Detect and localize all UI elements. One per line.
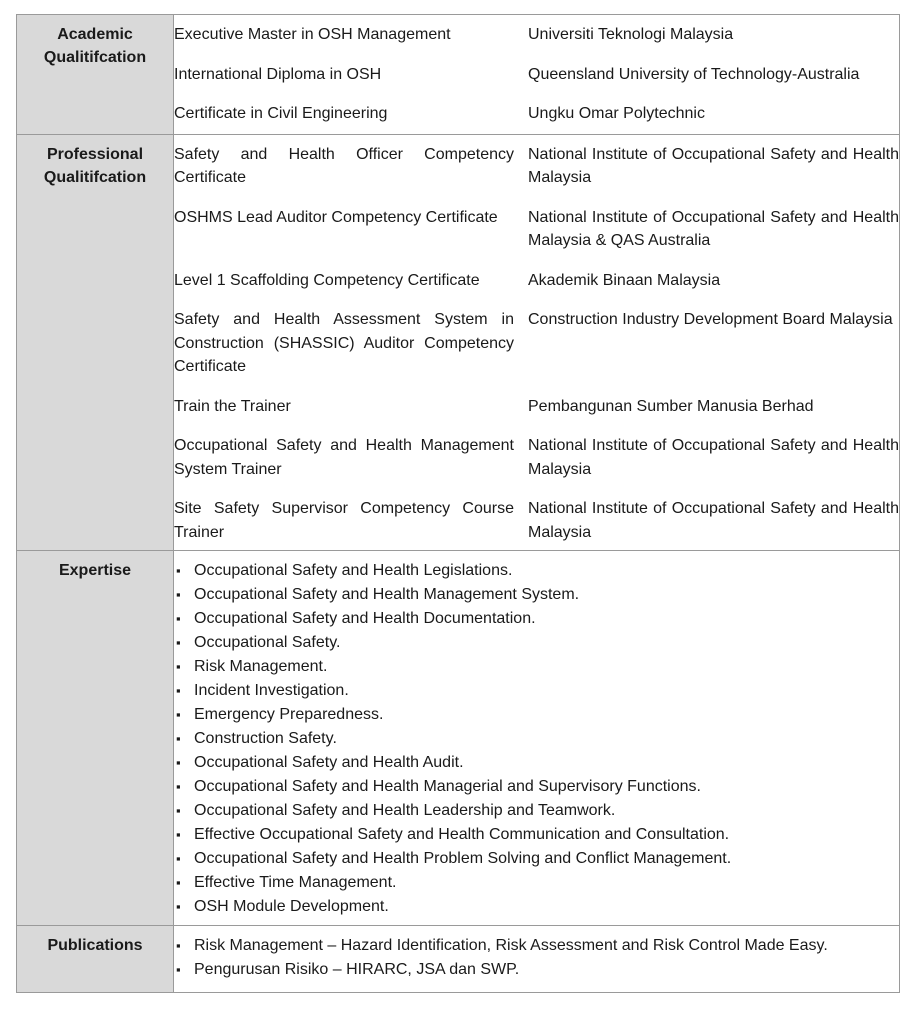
professional-item	[174, 395, 899, 419]
qualification-name: Occupational Safety and Health Management System Trainer	[174, 437, 514, 478]
qualification-name: Safety and Health Officer Competency Certificate	[174, 145, 514, 186]
qualification-name: Safety and Health Assessment System in Construction (SHASSIC) Auditor Competency Certificate	[174, 311, 514, 375]
institution-name: National Institute of Occupational Safety and Health Malaysia	[528, 145, 899, 186]
institution-name: Queensland University of Technology-Australia	[528, 65, 860, 83]
professional-item	[174, 434, 899, 481]
institution-name: National Institute of Occupational Safety and Health Malaysia & QAS Australia	[528, 208, 899, 249]
list-item: ▪ Occupational Safety and Health Managerial and Supervisory Functions.	[174, 775, 899, 799]
expertise-row	[17, 551, 900, 926]
institution-name: Akademik Binaan Malaysia	[528, 271, 721, 289]
list-item: ▪ Occupational Safety and Health Documentation.	[174, 607, 899, 631]
academic-item	[174, 63, 899, 87]
institution-name: Universiti Teknologi Malaysia	[528, 26, 734, 43]
academic-content	[174, 15, 900, 135]
professional-item	[174, 206, 899, 253]
list-item: ▪ Incident Investigation.	[174, 679, 899, 703]
publications-content	[174, 926, 900, 993]
expertise-list	[174, 559, 899, 919]
professional-item	[174, 143, 899, 190]
academic-label: Academic Qualitifcation	[17, 15, 174, 135]
list-item: ▪ OSH Module Development.	[174, 895, 899, 919]
list-item: ▪ Occupational Safety and Health Leadership and Teamwork.	[174, 799, 899, 823]
academic-item	[174, 102, 899, 126]
professional-label: Professional Qualitifcation	[17, 134, 174, 551]
list-item: ▪ Effective Occupational Safety and Health Communication and Consultation.	[174, 823, 899, 847]
academic-item	[174, 23, 899, 47]
list-item: ▪ Occupational Safety and Health Legislations.	[174, 559, 899, 583]
publications-list	[174, 934, 899, 982]
qualification-name: International Diploma in OSH	[174, 65, 382, 83]
institution-name: National Institute of Occupational Safety and Health Malaysia	[528, 500, 899, 541]
professional-item	[174, 269, 899, 293]
list-item: ▪ Occupational Safety and Health Problem Solving and Conflict Management.	[174, 847, 899, 871]
list-item: ▪ Pengurusan Risiko – HIRARC, JSA dan SWP.	[174, 958, 899, 982]
list-item: ▪ Construction Safety.	[174, 727, 899, 751]
list-item: ▪ Occupational Safety and Health Audit.	[174, 751, 899, 775]
professional-item	[174, 308, 899, 379]
expertise-label: Expertise	[17, 551, 174, 926]
academic-row	[17, 15, 900, 135]
institution-name: Ungku Omar Polytechnic	[528, 105, 705, 122]
qualification-name: Executive Master in OSH Management	[174, 26, 451, 43]
list-item: ▪ Risk Management – Hazard Identification, Risk Assessment and Risk Control Made Easy.	[174, 934, 899, 958]
institution-name: Construction Industry Development Board Malaysia	[528, 311, 893, 328]
list-item: ▪ Occupational Safety and Health Management System.	[174, 583, 899, 607]
professional-row	[17, 134, 900, 551]
list-item: ▪ Emergency Preparedness.	[174, 703, 899, 727]
list-item: ▪ Occupational Safety.	[174, 631, 899, 655]
qualification-name: Train the Trainer	[174, 397, 291, 415]
institution-name: Pembangunan Sumber Manusia Berhad	[528, 397, 814, 415]
publications-label: Publications	[17, 926, 174, 993]
institution-name: National Institute of Occupational Safety and Health Malaysia	[528, 437, 899, 478]
list-item: ▪ Risk Management.	[174, 655, 899, 679]
list-item: ▪ Effective Time Management.	[174, 871, 899, 895]
cv-qualifications-table	[16, 14, 900, 993]
professional-item	[174, 497, 899, 544]
expertise-content	[174, 551, 900, 926]
qualification-name: Certificate in Civil Engineering	[174, 105, 388, 122]
qualification-name: Site Safety Supervisor Competency Course Trainer	[174, 500, 514, 541]
publications-row	[17, 926, 900, 993]
qualification-name: Level 1 Scaffolding Competency Certificate	[174, 271, 480, 289]
professional-content	[174, 134, 900, 551]
qualification-name: OSHMS Lead Auditor Competency Certificate	[174, 208, 498, 226]
